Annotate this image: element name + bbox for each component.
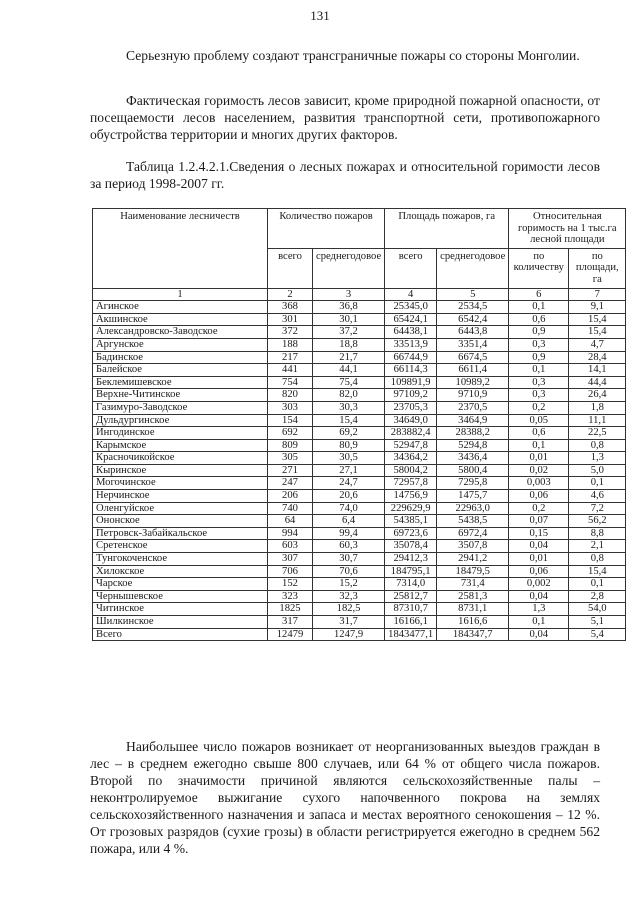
forestry-name-cell: Ингодинское (93, 427, 268, 440)
forestry-name-cell: Могочинское (93, 477, 268, 490)
table-row (93, 515, 626, 528)
value-cell: 206 (268, 490, 313, 503)
forestry-name-cell: Газимуро-Заводское (93, 401, 268, 414)
value-cell: 731,4 (437, 578, 509, 591)
value-cell: 5,0 (569, 464, 626, 477)
value-cell: 25812,7 (385, 590, 437, 603)
header-relative-burn-rate: Относительная горимость на 1 тыс.га лесной площади (509, 209, 626, 249)
value-cell: 54385,1 (385, 515, 437, 528)
value-cell: 247 (268, 477, 313, 490)
table-caption: Таблица 1.2.4.2.1.Сведения о лесных пожарах и относительной горимости лесов за период 1998-2007 гг. (90, 159, 600, 191)
value-cell: 14,1 (569, 364, 626, 377)
value-cell: 16166,1 (385, 616, 437, 629)
forest-fires-table (92, 208, 626, 641)
table-row (93, 376, 626, 389)
table-total-row (93, 628, 626, 641)
forestry-name-cell: Кыринское (93, 464, 268, 477)
value-cell: 305 (268, 452, 313, 465)
value-cell: 6611,4 (437, 364, 509, 377)
value-cell: 7314,0 (385, 578, 437, 591)
table-row (93, 389, 626, 402)
value-cell: 754 (268, 376, 313, 389)
column-number: 7 (569, 288, 626, 301)
value-cell: 217 (268, 351, 313, 364)
paragraph-transboundary-fires: Серьезную проблему создают трансграничные пожары со стороны Монголии. (126, 48, 580, 63)
forestry-name-cell: Александровско-Заводское (93, 326, 268, 339)
forestry-name-cell: Чернышевское (93, 590, 268, 603)
value-cell: 283882,4 (385, 427, 437, 440)
forestry-name-cell: Карымское (93, 439, 268, 452)
value-cell: 28,4 (569, 351, 626, 364)
value-cell: 15,4 (569, 565, 626, 578)
header-count-average: среднегодовое (313, 248, 385, 288)
value-cell: 6972,4 (437, 527, 509, 540)
value-cell: 54,0 (569, 603, 626, 616)
forestry-name-cell: Чарское (93, 578, 268, 591)
value-cell: 372 (268, 326, 313, 339)
value-cell: 184795,1 (385, 565, 437, 578)
value-cell: 188 (268, 338, 313, 351)
value-cell: 0,8 (569, 553, 626, 566)
value-cell: 1616,6 (437, 616, 509, 629)
value-cell: 64 (268, 515, 313, 528)
value-cell: 0,3 (509, 338, 569, 351)
value-cell: 603 (268, 540, 313, 553)
value-cell: 184347,7 (437, 628, 509, 641)
value-cell: 11,1 (569, 414, 626, 427)
forestry-name-cell: Петровск-Забайкальское (93, 527, 268, 540)
value-cell: 37,2 (313, 326, 385, 339)
value-cell: 229629,9 (385, 502, 437, 515)
value-cell: 99,4 (313, 527, 385, 540)
table-row (93, 565, 626, 578)
value-cell: 0,05 (509, 414, 569, 427)
value-cell: 317 (268, 616, 313, 629)
value-cell: 0,003 (509, 477, 569, 490)
value-cell: 271 (268, 464, 313, 477)
value-cell: 15,4 (569, 313, 626, 326)
table-row (93, 490, 626, 503)
value-cell: 7295,8 (437, 477, 509, 490)
value-cell: 75,4 (313, 376, 385, 389)
value-cell: 30,7 (313, 553, 385, 566)
value-cell: 2,1 (569, 540, 626, 553)
value-cell: 15,4 (569, 326, 626, 339)
value-cell: 441 (268, 364, 313, 377)
value-cell: 3464,9 (437, 414, 509, 427)
column-number: 6 (509, 288, 569, 301)
value-cell: 34649,0 (385, 414, 437, 427)
value-cell: 66114,3 (385, 364, 437, 377)
value-cell: 820 (268, 389, 313, 402)
value-cell: 5800,4 (437, 464, 509, 477)
value-cell: 9,1 (569, 301, 626, 314)
header-fire-area: Площадь пожаров, га (385, 209, 509, 249)
page-number: 131 (310, 8, 330, 23)
value-cell: 2,8 (569, 590, 626, 603)
value-cell: 0,1 (569, 578, 626, 591)
forestry-name-cell: Сретенское (93, 540, 268, 553)
value-cell: 64438,1 (385, 326, 437, 339)
value-cell: 5,1 (569, 616, 626, 629)
value-cell: 8731,1 (437, 603, 509, 616)
value-cell: 154 (268, 414, 313, 427)
table-row (93, 338, 626, 351)
value-cell: 44,4 (569, 376, 626, 389)
value-cell: 0,1 (569, 477, 626, 490)
forestry-name-cell: Тунгокоченское (93, 553, 268, 566)
forestry-name-cell: Беклемишевское (93, 376, 268, 389)
table-row (93, 590, 626, 603)
value-cell: 0,2 (509, 502, 569, 515)
value-cell: 706 (268, 565, 313, 578)
table-row (93, 603, 626, 616)
value-cell: 0,04 (509, 628, 569, 641)
forestry-name-cell: Верхне-Читинское (93, 389, 268, 402)
value-cell: 182,5 (313, 603, 385, 616)
value-cell: 14756,9 (385, 490, 437, 503)
value-cell: 80,9 (313, 439, 385, 452)
header-area-average: среднегодовое (437, 248, 509, 288)
header-area-total: всего (385, 248, 437, 288)
value-cell: 740 (268, 502, 313, 515)
value-cell: 97109,2 (385, 389, 437, 402)
value-cell: 1843477,1 (385, 628, 437, 641)
value-cell: 1,3 (569, 452, 626, 465)
value-cell: 1,8 (569, 401, 626, 414)
table-row (93, 364, 626, 377)
forestry-name-cell: Красночикойское (93, 452, 268, 465)
paragraph-fire-causes: Наибольшее число пожаров возникает от неорганизованных выездов граждан в лес – в среднем ежегодно свыше 800 случаев, или 64 % от общего числа пожаров. Второй по значимости причиной являются сельскохозяйственные палы – неконтролируемое выжигание сухого напочвенного покрова на землях сельскохозяйственного назначения и запаса и местах вероятного сенокошения – 12 %. От грозовых разрядов (сухие грозы) в области регистрируется ежегодно в среднем 562 пожара, или 4 %. (90, 739, 600, 856)
column-number: 1 (93, 288, 268, 301)
value-cell: 0,1 (509, 616, 569, 629)
value-cell: 1,3 (509, 603, 569, 616)
value-cell: 10989,2 (437, 376, 509, 389)
forestry-name-cell: Всего (93, 628, 268, 641)
header-fire-count: Количество пожаров (268, 209, 385, 249)
value-cell: 20,6 (313, 490, 385, 503)
value-cell: 0,06 (509, 490, 569, 503)
header-rel-by-area: по площади, га (569, 248, 626, 288)
value-cell: 303 (268, 401, 313, 414)
value-cell: 21,7 (313, 351, 385, 364)
value-cell: 2370,5 (437, 401, 509, 414)
value-cell: 82,0 (313, 389, 385, 402)
value-cell: 0,07 (509, 515, 569, 528)
value-cell: 5438,5 (437, 515, 509, 528)
paragraph-fire-factors: Фактическая горимость лесов зависит, кроме природной пожарной опасности, от посещаемости лесов населением, развития транспортной сети, противопожарного обустройства территории и многих других факторов. (90, 93, 600, 142)
value-cell: 72957,8 (385, 477, 437, 490)
value-cell: 52947,8 (385, 439, 437, 452)
column-number-row (93, 288, 626, 301)
table-row (93, 477, 626, 490)
table-row (93, 502, 626, 515)
value-cell: 809 (268, 439, 313, 452)
value-cell: 15,2 (313, 578, 385, 591)
table-row (93, 326, 626, 339)
table-row (93, 351, 626, 364)
forestry-name-cell: Хилокское (93, 565, 268, 578)
value-cell: 368 (268, 301, 313, 314)
value-cell: 323 (268, 590, 313, 603)
forestry-name-cell: Балейское (93, 364, 268, 377)
header-forestry-name: Наименование лесничеств (93, 209, 268, 289)
value-cell: 18479,5 (437, 565, 509, 578)
table-row (93, 301, 626, 314)
value-cell: 28388,2 (437, 427, 509, 440)
forestry-name-cell: Шилкинское (93, 616, 268, 629)
value-cell: 1475,7 (437, 490, 509, 503)
value-cell: 65424,1 (385, 313, 437, 326)
value-cell: 3436,4 (437, 452, 509, 465)
value-cell: 2581,3 (437, 590, 509, 603)
forestry-name-cell: Акшинское (93, 313, 268, 326)
value-cell: 12479 (268, 628, 313, 641)
value-cell: 36,8 (313, 301, 385, 314)
value-cell: 0,6 (509, 313, 569, 326)
forestry-name-cell: Аргунское (93, 338, 268, 351)
forestry-name-cell: Дульдургинское (93, 414, 268, 427)
value-cell: 3351,4 (437, 338, 509, 351)
table-row (93, 427, 626, 440)
value-cell: 0,01 (509, 553, 569, 566)
value-cell: 5294,8 (437, 439, 509, 452)
value-cell: 6674,5 (437, 351, 509, 364)
table-row (93, 414, 626, 427)
value-cell: 18,8 (313, 338, 385, 351)
value-cell: 0,04 (509, 540, 569, 553)
table-row (93, 452, 626, 465)
value-cell: 0,3 (509, 389, 569, 402)
value-cell: 0,02 (509, 464, 569, 477)
forestry-name-cell: Бадинское (93, 351, 268, 364)
value-cell: 1825 (268, 603, 313, 616)
forestry-name-cell: Нерчинское (93, 490, 268, 503)
value-cell: 34364,2 (385, 452, 437, 465)
value-cell: 74,0 (313, 502, 385, 515)
value-cell: 7,2 (569, 502, 626, 515)
value-cell: 22963,0 (437, 502, 509, 515)
value-cell: 60,3 (313, 540, 385, 553)
column-number: 4 (385, 288, 437, 301)
value-cell: 69,2 (313, 427, 385, 440)
forestry-name-cell: Агинское (93, 301, 268, 314)
value-cell: 24,7 (313, 477, 385, 490)
value-cell: 0,1 (509, 364, 569, 377)
value-cell: 6542,4 (437, 313, 509, 326)
table-row (93, 578, 626, 591)
table-row (93, 439, 626, 452)
header-count-total: всего (268, 248, 313, 288)
value-cell: 87310,7 (385, 603, 437, 616)
column-number: 3 (313, 288, 385, 301)
value-cell: 0,06 (509, 565, 569, 578)
table-row (93, 616, 626, 629)
value-cell: 692 (268, 427, 313, 440)
value-cell: 0,3 (509, 376, 569, 389)
value-cell: 301 (268, 313, 313, 326)
value-cell: 58004,2 (385, 464, 437, 477)
value-cell: 4,7 (569, 338, 626, 351)
value-cell: 25345,0 (385, 301, 437, 314)
value-cell: 44,1 (313, 364, 385, 377)
value-cell: 23705,3 (385, 401, 437, 414)
value-cell: 27,1 (313, 464, 385, 477)
value-cell: 0,9 (509, 351, 569, 364)
value-cell: 69723,6 (385, 527, 437, 540)
forestry-name-cell: Читинское (93, 603, 268, 616)
value-cell: 0,8 (569, 439, 626, 452)
value-cell: 33513,9 (385, 338, 437, 351)
value-cell: 6443,8 (437, 326, 509, 339)
value-cell: 0,9 (509, 326, 569, 339)
value-cell: 3507,8 (437, 540, 509, 553)
value-cell: 0,04 (509, 590, 569, 603)
table-row (93, 464, 626, 477)
value-cell: 5,4 (569, 628, 626, 641)
table-row (93, 553, 626, 566)
value-cell: 0,01 (509, 452, 569, 465)
value-cell: 0,1 (509, 439, 569, 452)
value-cell: 0,6 (509, 427, 569, 440)
table-body (93, 301, 626, 641)
value-cell: 22,5 (569, 427, 626, 440)
value-cell: 0,1 (509, 301, 569, 314)
value-cell: 30,3 (313, 401, 385, 414)
value-cell: 152 (268, 578, 313, 591)
value-cell: 70,6 (313, 565, 385, 578)
table-row (93, 401, 626, 414)
value-cell: 56,2 (569, 515, 626, 528)
value-cell: 26,4 (569, 389, 626, 402)
value-cell: 30,5 (313, 452, 385, 465)
value-cell: 6,4 (313, 515, 385, 528)
forestry-name-cell: Оленгуйское (93, 502, 268, 515)
value-cell: 109891,9 (385, 376, 437, 389)
value-cell: 994 (268, 527, 313, 540)
value-cell: 2534,5 (437, 301, 509, 314)
value-cell: 9710,9 (437, 389, 509, 402)
value-cell: 35078,4 (385, 540, 437, 553)
table-row (93, 527, 626, 540)
value-cell: 0,15 (509, 527, 569, 540)
value-cell: 31,7 (313, 616, 385, 629)
value-cell: 8,8 (569, 527, 626, 540)
value-cell: 0,2 (509, 401, 569, 414)
value-cell: 29412,3 (385, 553, 437, 566)
column-number: 2 (268, 288, 313, 301)
value-cell: 0,002 (509, 578, 569, 591)
forestry-name-cell: Ононское (93, 515, 268, 528)
value-cell: 4,6 (569, 490, 626, 503)
table-row (93, 313, 626, 326)
value-cell: 15,4 (313, 414, 385, 427)
value-cell: 30,1 (313, 313, 385, 326)
value-cell: 307 (268, 553, 313, 566)
table-row (93, 540, 626, 553)
header-rel-by-count: по количеству (509, 248, 569, 288)
value-cell: 66744,9 (385, 351, 437, 364)
value-cell: 2941,2 (437, 553, 509, 566)
value-cell: 32,3 (313, 590, 385, 603)
column-number: 5 (437, 288, 509, 301)
value-cell: 1247,9 (313, 628, 385, 641)
